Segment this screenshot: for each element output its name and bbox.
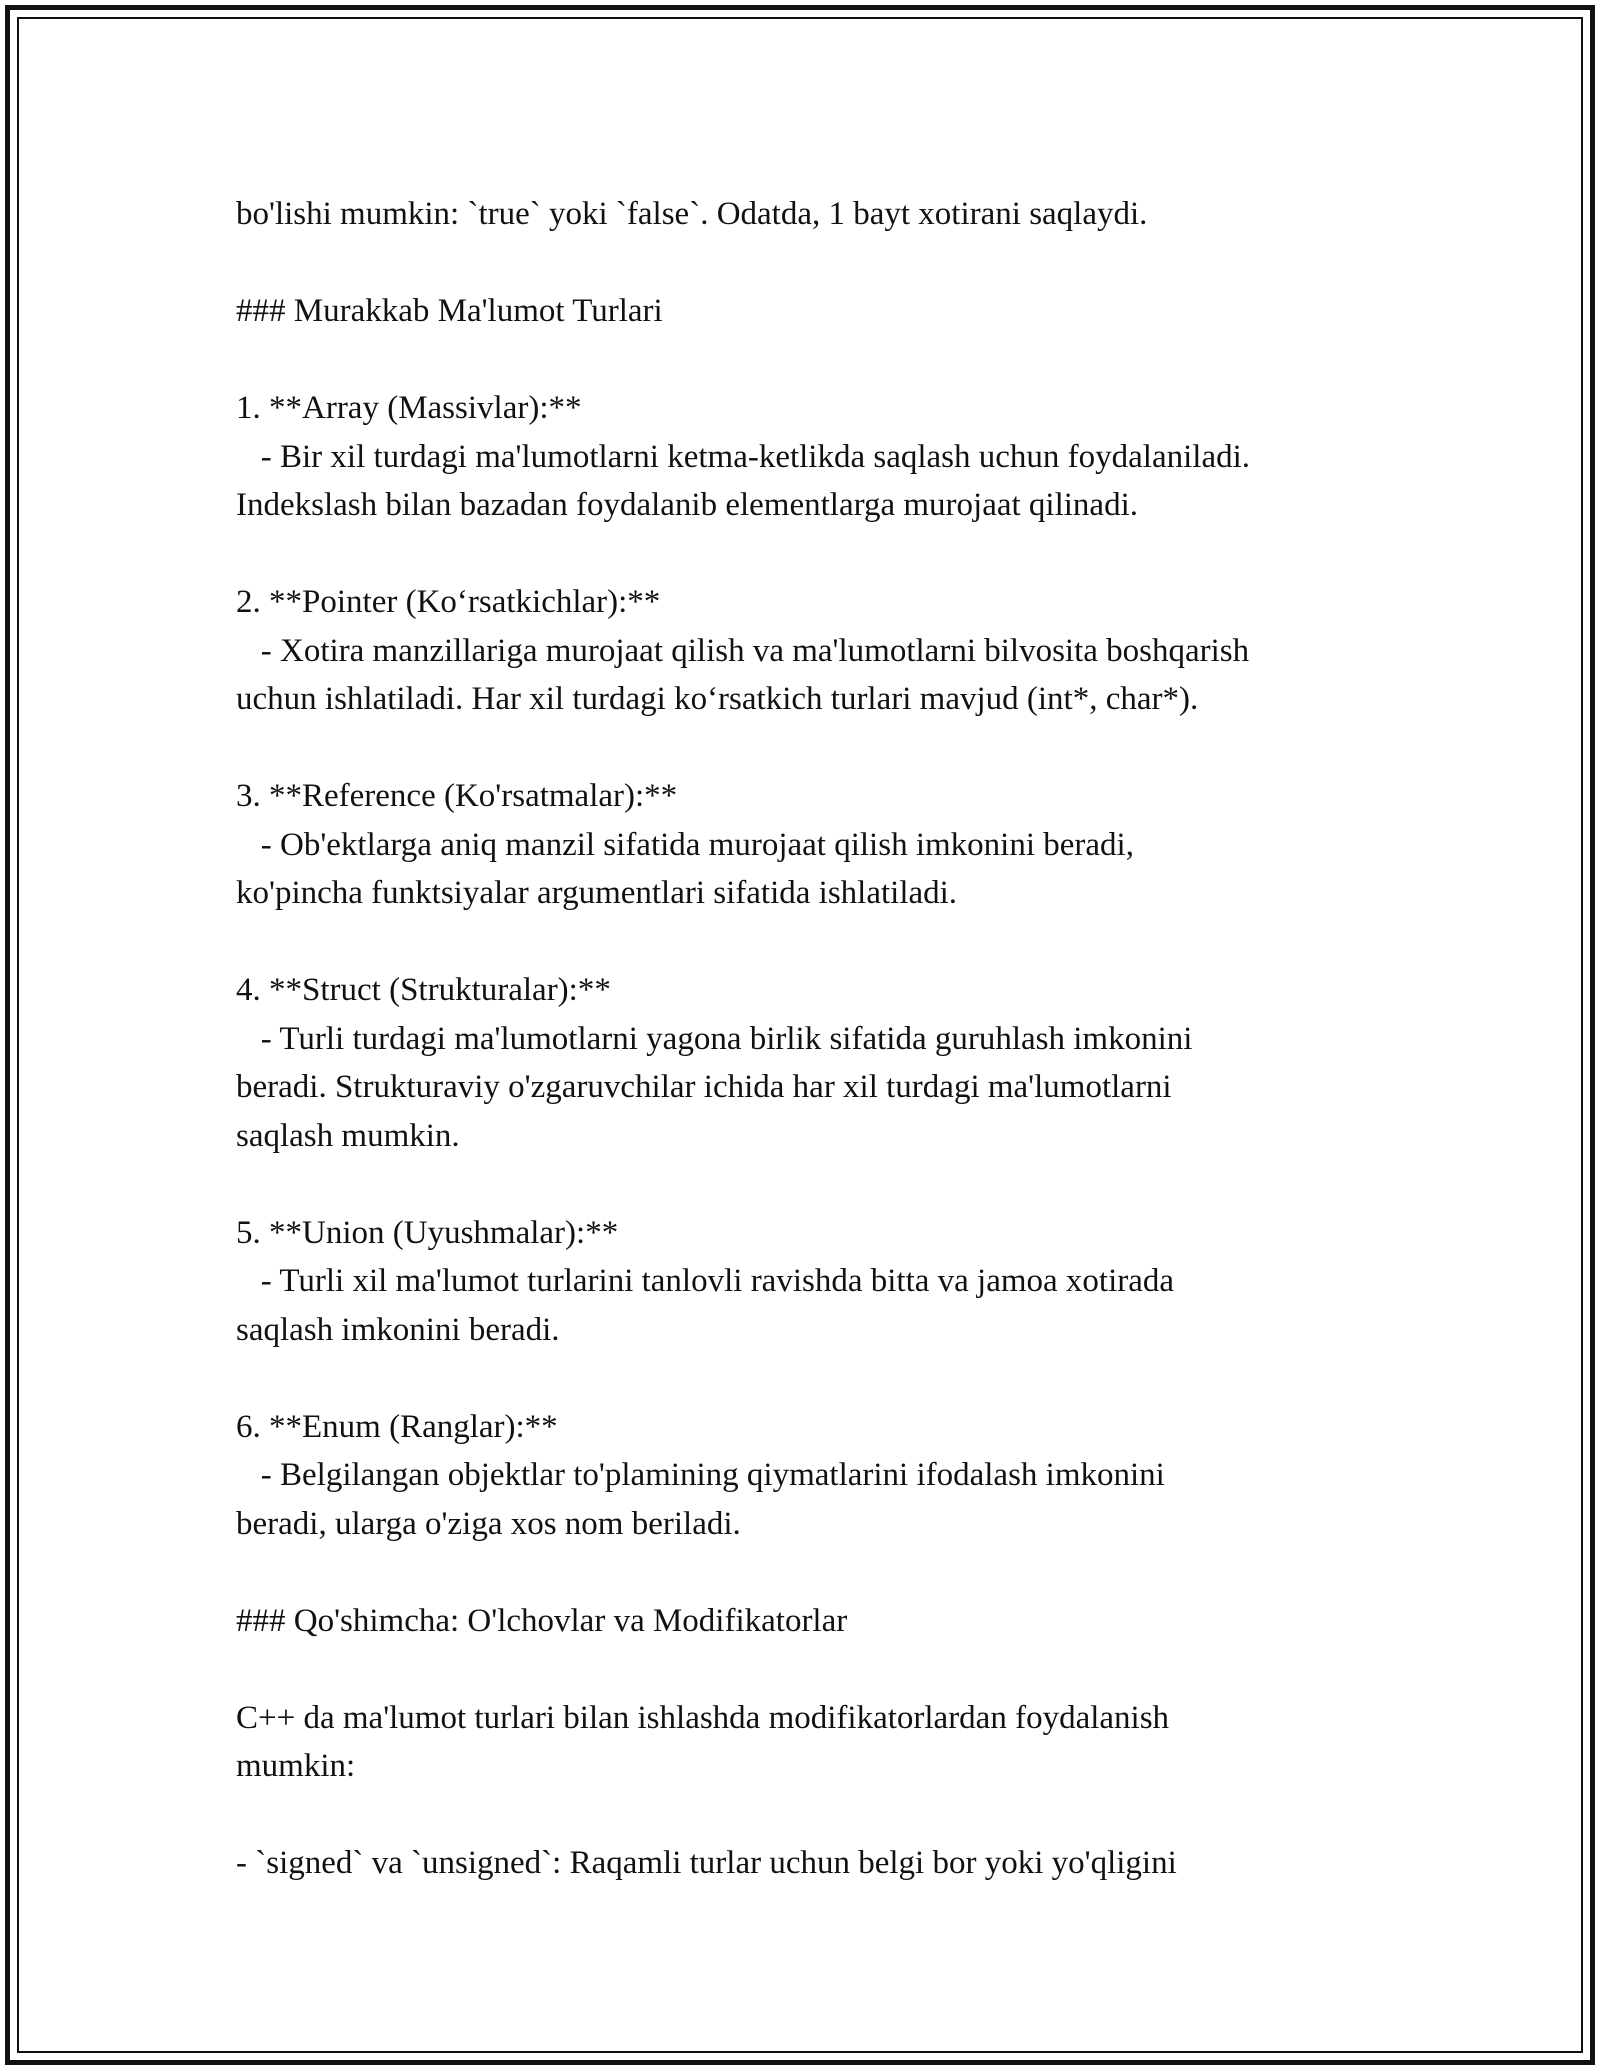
document-body [236,190,1396,1888]
text-line: - Ob'ektlarga aniq manzil sifatida murojaat qilish imkonini beradi, [236,826,1134,863]
list-item-struct [236,966,1396,1160]
blank-line [236,1645,1396,1694]
list-item-union [236,1209,1396,1355]
section-heading-complex-types [236,287,1396,336]
text-line: ko'pincha funktsiyalar argumentlari sifatida ishlatiladi. [236,875,958,911]
blank-line [236,239,1396,288]
list-item-reference [236,772,1396,918]
list-item-title: 4. **Struct (Strukturalar):** [236,972,611,1008]
list-item-title: 2. **Pointer (Ko‘rsatkichlar):** [236,584,661,620]
blank-line [236,724,1396,773]
list-item-title: 6. **Enum (Ranglar):** [236,1408,558,1445]
text-line: bo'lishi mumkin: `true` yoki `false`. Odatda, 1 bayt xotirani saqlaydi. [236,196,1148,232]
heading-line: ### Murakkab Ma'lumot Turlari [236,293,663,329]
text-line: saqlash imkonini beradi. [236,1311,560,1348]
heading-line: ### Qo'shimcha: O'lchovlar va Modifikatorlar [236,1602,848,1639]
list-item-signed-unsigned [236,1839,1396,1888]
list-item-title: 5. **Union (Uyushmalar):** [236,1214,619,1251]
blank-line [236,1160,1396,1209]
text-line: - Xotira manzillariga murojaat qilish va ma'lumotlarni bilvosita boshqarish [236,632,1250,669]
list-item-enum [236,1403,1396,1549]
section-heading-modifiers [236,1597,1396,1646]
text-line: beradi. Strukturaviy o'zgaruvchilar ichida har xil turdagi ma'lumotlarni [236,1069,1172,1105]
blank-line [236,1548,1396,1597]
list-item-array [236,384,1396,530]
list-item-title: 3. **Reference (Ko'rsatmalar):** [236,778,678,814]
text-line: beradi, ularga o'ziga xos nom beriladi. [236,1505,741,1542]
text-line: Indekslash bilan bazadan foydalanib elementlarga murojaat qilinadi. [236,487,1138,523]
paragraph-intro-continuation [236,190,1396,239]
text-line: mumkin: [236,1748,356,1784]
text-line: - Bir xil turdagi ma'lumotlarni ketma-ketlikda saqlash uchun foydalaniladi. [236,438,1251,475]
text-line: uchun ishlatiladi. Har xil turdagi ko‘rsatkich turlari mavjud (int*, char*). [236,681,1199,717]
text-line: - Turli xil ma'lumot turlarini tanlovli ravishda bitta va jamoa xotirada [236,1263,1175,1299]
blank-line [236,918,1396,967]
list-item-pointer [236,578,1396,724]
text-line: - `signed` va `unsigned`: Raqamli turlar uchun belgi bor yoki yo'qligini [236,1845,1177,1881]
text-line: - Belgilangan objektlar to'plamining qiymatlarini ifodalash imkonini [236,1457,1165,1493]
text-line: saqlash mumkin. [236,1117,460,1154]
blank-line [236,530,1396,579]
blank-line [236,336,1396,385]
list-item-title: 1. **Array (Massivlar):** [236,390,582,426]
blank-line [236,1354,1396,1403]
paragraph-modifiers-intro [236,1694,1396,1791]
text-line: C++ da ma'lumot turlari bilan ishlashda modifikatorlardan foydalanish [236,1699,1170,1736]
blank-line [236,1791,1396,1840]
text-line: - Turli turdagi ma'lumotlarni yagona birlik sifatida guruhlash imkonini [236,1020,1193,1057]
